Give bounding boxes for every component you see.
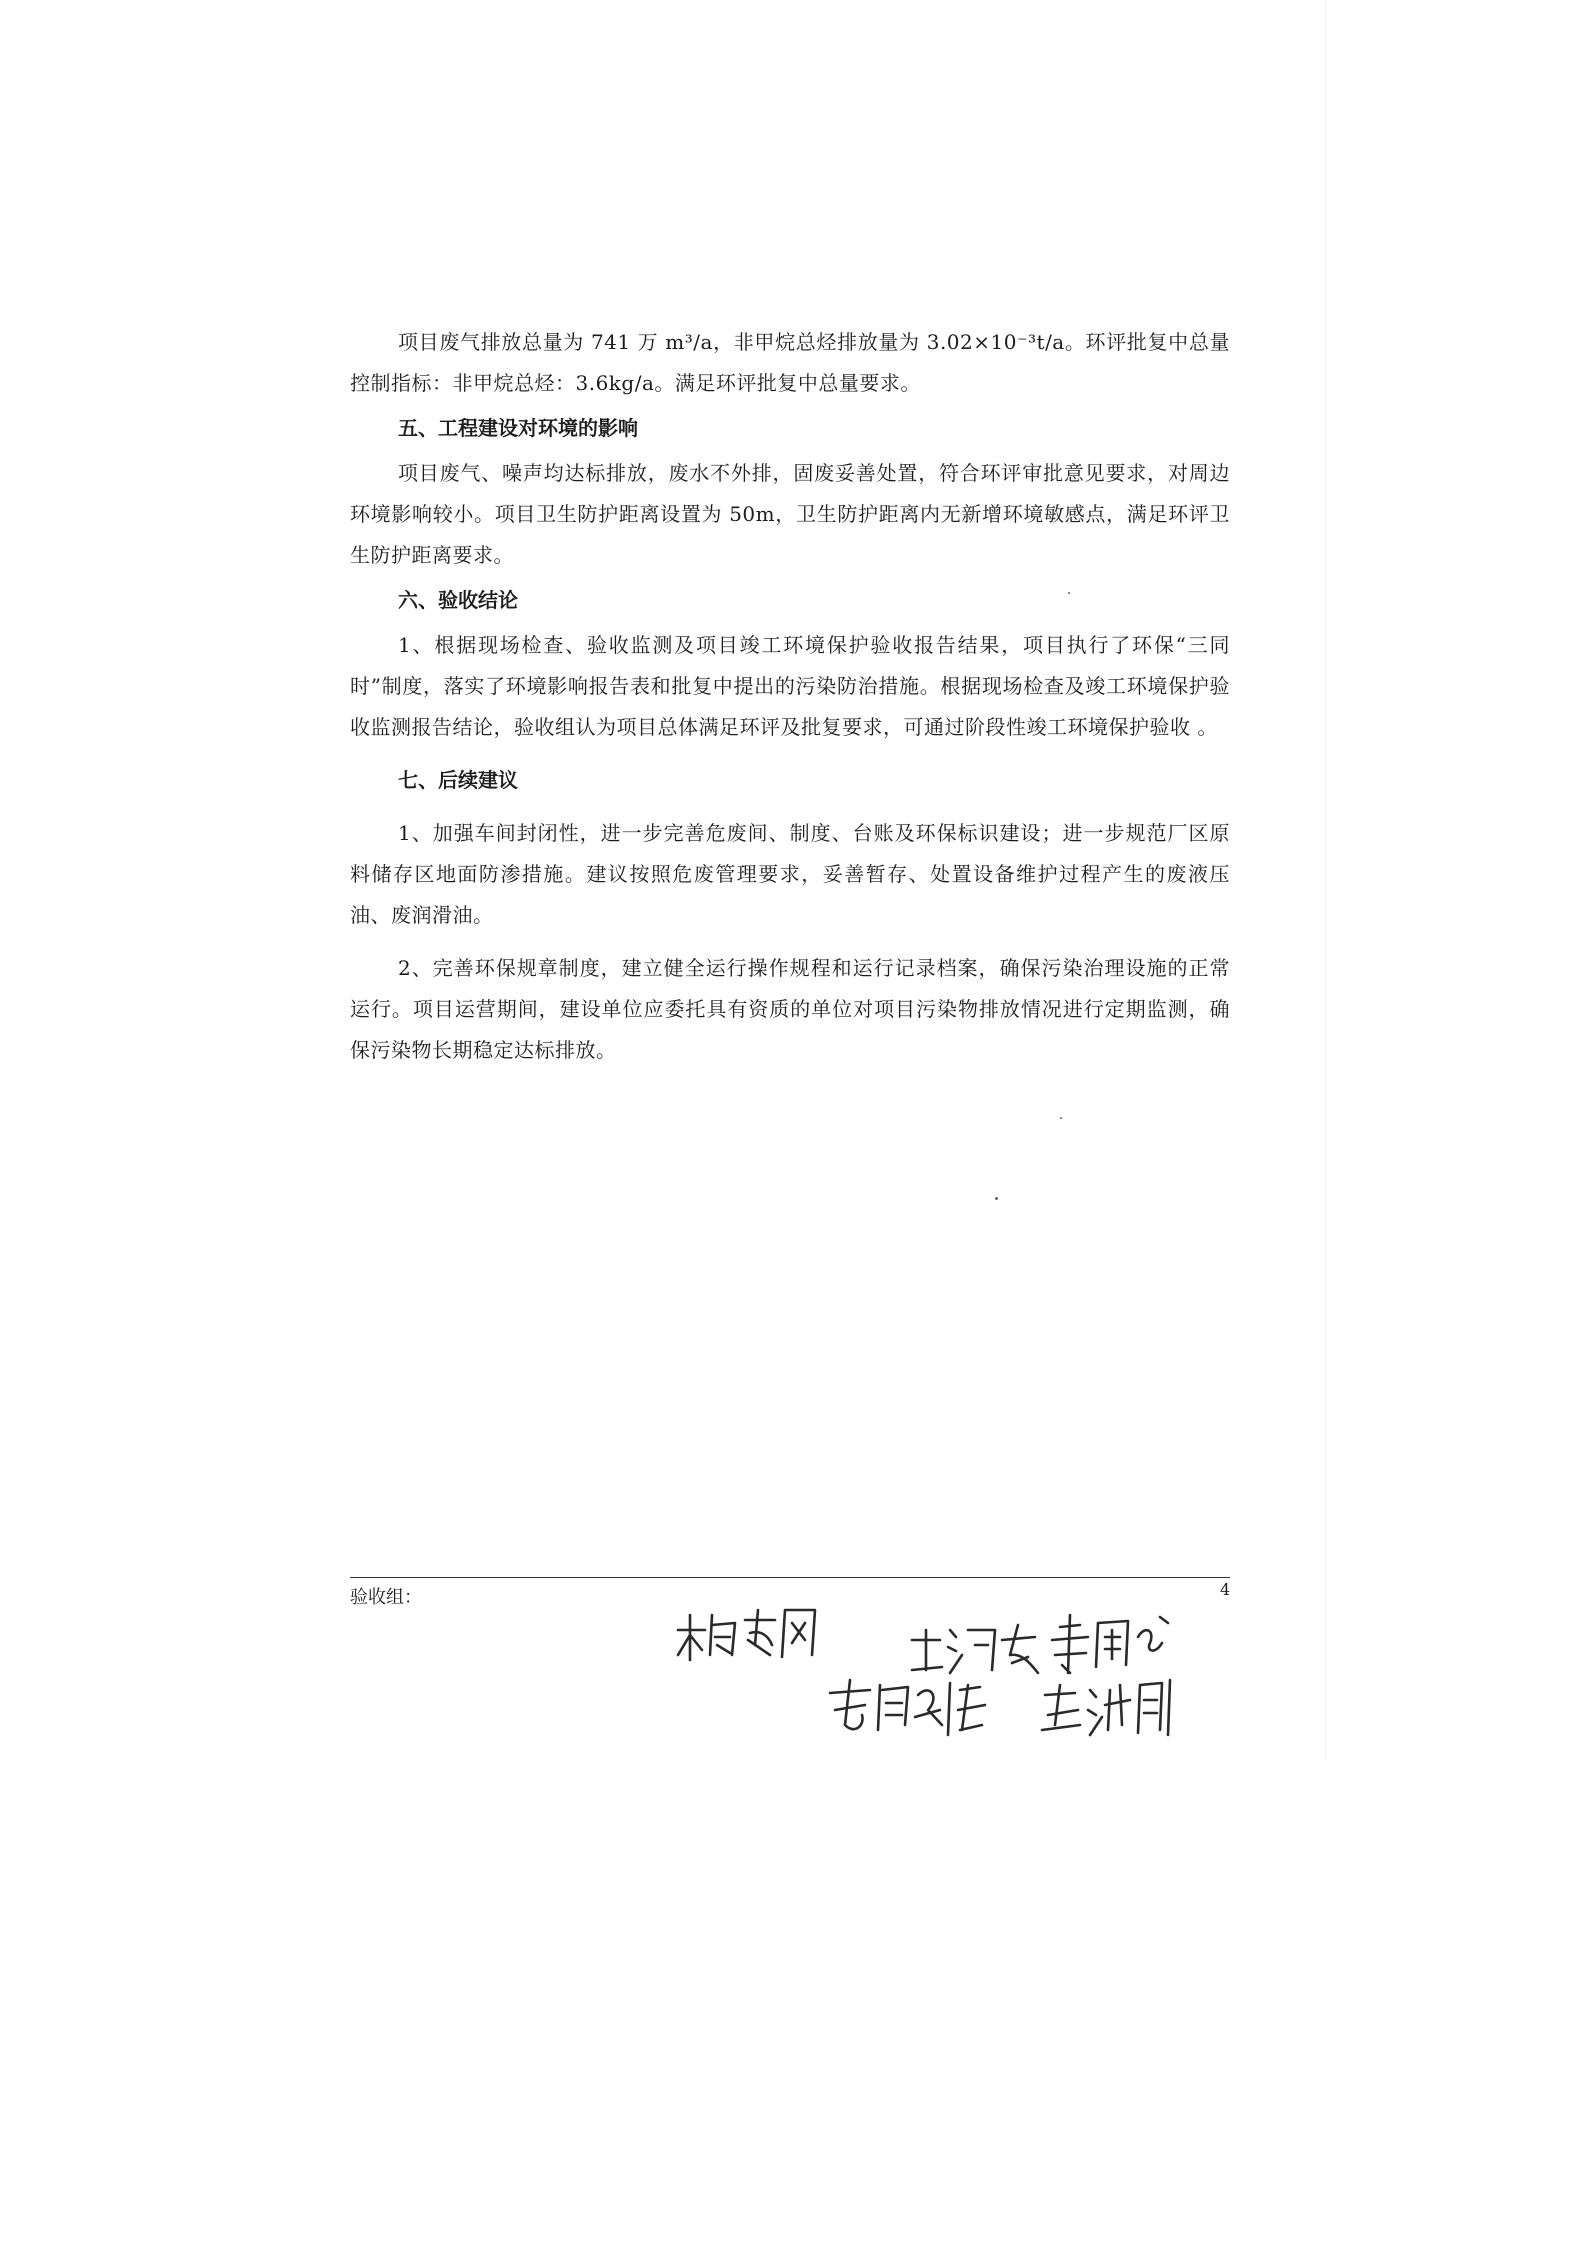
signature-4 xyxy=(830,1680,985,1735)
signature-3 xyxy=(1052,1615,1168,1673)
signature-1 xyxy=(678,1610,815,1660)
footer-divider xyxy=(350,1577,1230,1578)
heading-section-7: 七、后续建议 xyxy=(398,768,518,792)
scan-edge-shadow xyxy=(1325,0,1327,1760)
acceptance-group-label: 验收组： xyxy=(350,1587,422,1608)
heading-section-5: 五、工程建设对环境的影响 xyxy=(398,416,638,440)
document-body xyxy=(350,322,1230,1071)
handwritten-signatures xyxy=(650,1585,1270,1765)
paragraph-emissions-total: 项目废气排放总量为 741 万 m³/a，非甲烷总烃排放量为 3.02×10⁻³t/a。环评批复中总量控制指标：非甲烷总烃：3.6kg/a。满足环评批复中总量要求。 xyxy=(350,330,1230,395)
paragraph-environment-impact: 项目废气、噪声均达标排放，废水不外排，固废妥善处置，符合环评审批意见要求，对周边环境影响较小。项目卫生防护距离设置为 50m，卫生防护距离内无新增环境敏感点，满足环评卫生防护距离要求。 xyxy=(350,461,1230,567)
heading-section-6: 六、验收结论 xyxy=(398,588,518,612)
paragraph-recommendation-2: 2、完善环保规章制度，建立健全运行操作规程和运行记录档案，确保污染治理设施的正常运行。项目运营期间，建设单位应委托具有资质的单位对项目污染物排放情况进行定期监测，确保污染物长期稳定达标排放。 xyxy=(350,956,1230,1062)
page-number: 4 xyxy=(1220,1580,1231,1599)
signature-5 xyxy=(1042,1680,1170,1735)
paragraph-recommendation-1: 1、加强车间封闭性，进一步完善危废间、制度、台账及环保标识建设；进一步规范厂区原料储存区地面防渗措施。建议按照危废管理要求，妥善暂存、处置设备维护过程产生的废液压油、废润滑油。 xyxy=(350,821,1230,927)
signature-block xyxy=(650,1585,1270,1765)
paragraph-acceptance-conclusion: 1、根据现场检查、验收监测及项目竣工环境保护验收报告结果，项目执行了环保“三同时”制度，落实了环境影响报告表和批复中提出的污染防治措施。根据现场检查及竣工环境保护验收监测报告结论，验收组认为项目总体满足环评及批复要求，可通过阶段性竣工环境保护验收 。 xyxy=(350,633,1230,739)
signature-2 xyxy=(912,1625,1038,1673)
